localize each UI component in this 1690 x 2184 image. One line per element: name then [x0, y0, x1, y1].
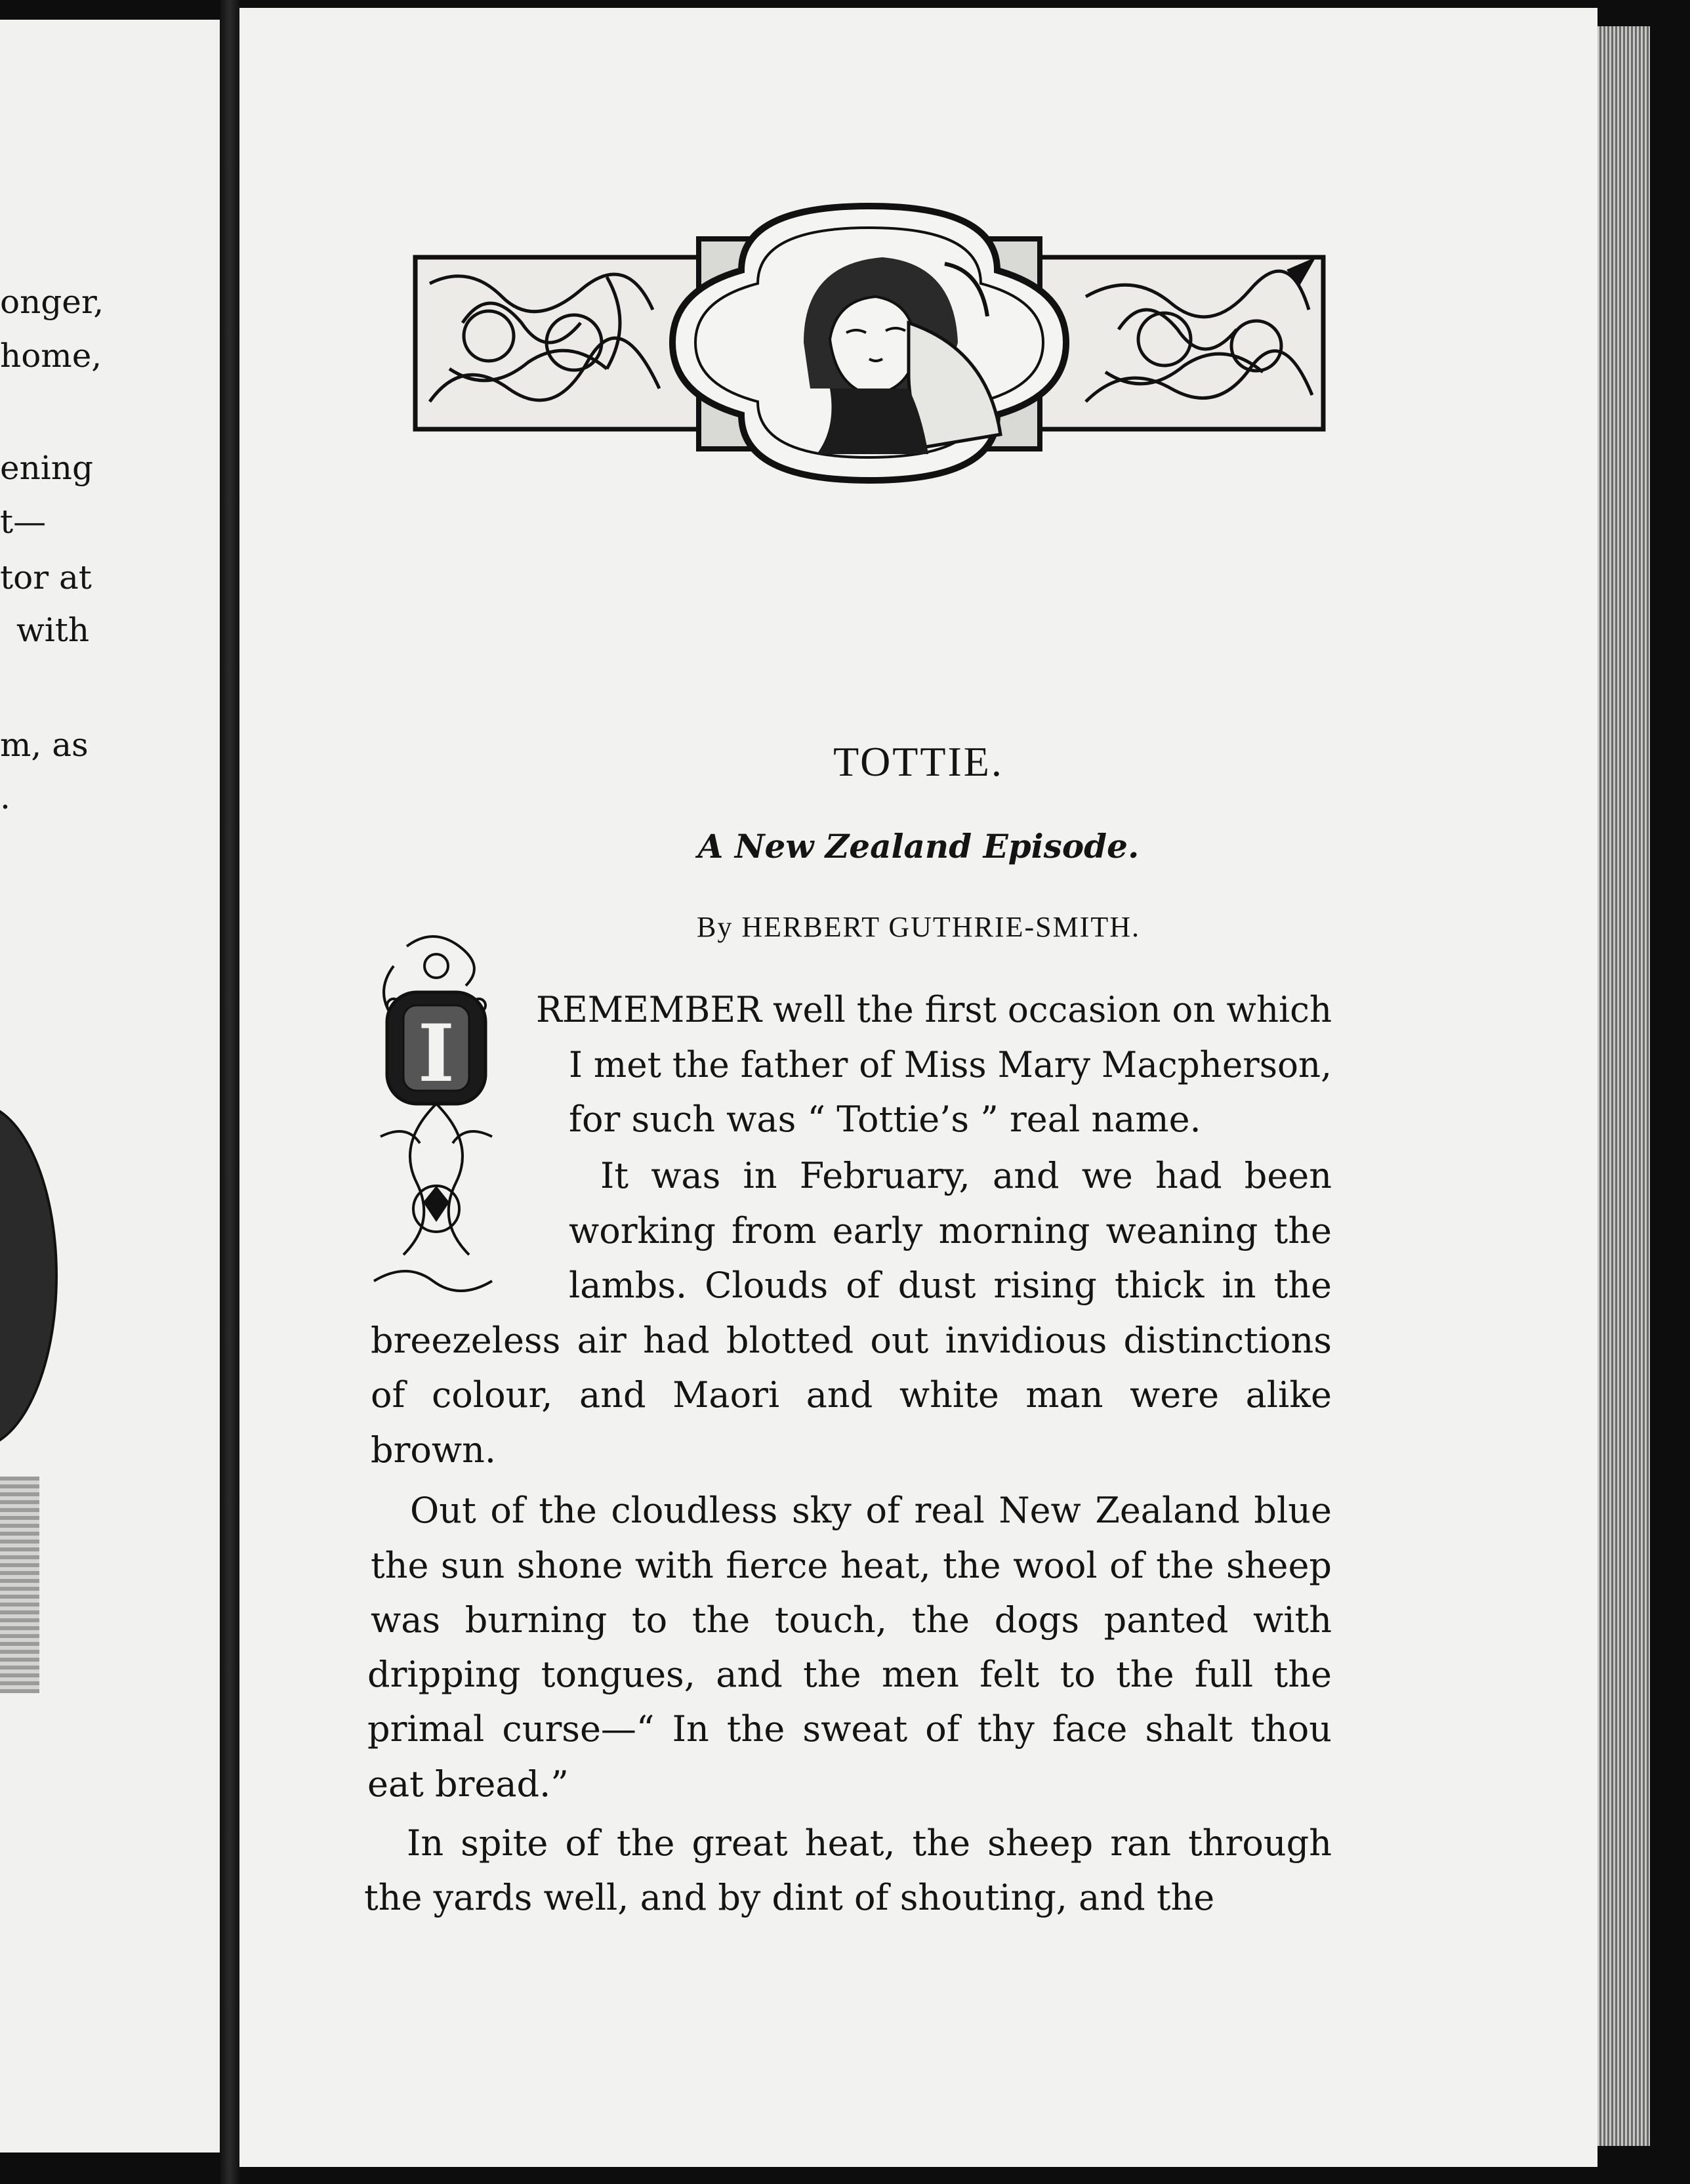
body-line: dripping tongues, and the men felt to the full the: [367, 1654, 1332, 1695]
body-line: was burning to the touch, the dogs panted with: [371, 1599, 1332, 1641]
facing-page: [0, 20, 220, 2152]
facing-text-fragment: home,: [0, 337, 102, 375]
facing-text-fragment: tor at: [0, 558, 92, 597]
page-edges: [1597, 26, 1650, 2146]
facing-text-fragment: m, as: [0, 726, 89, 764]
body-line: the sun shone with fierce heat, the wool of the sheep: [371, 1545, 1332, 1586]
facing-text-fragment: ening: [0, 449, 93, 487]
facing-illustration: [0, 1102, 58, 1449]
body-line: I met the father of Miss Mary Macpherson,: [569, 1044, 1332, 1085]
body-line: primal curse—“ In the sweat of thy face shalt thou: [367, 1708, 1332, 1750]
facing-ink-smudge: [0, 1477, 39, 1693]
body-line: REMEMBER well the first occasion on which: [536, 989, 1332, 1030]
decorated-initial: [367, 927, 505, 1294]
body-line: breezeless air had blotted out invidious distinctions: [371, 1320, 1332, 1361]
body-line: of colour, and Maori and white man were alike: [371, 1374, 1332, 1416]
body-line: working from early morning weaning the: [569, 1210, 1332, 1251]
body-line: the yards well, and by dint of shouting, and the: [364, 1877, 1215, 1918]
facing-text-fragment: .: [0, 778, 10, 816]
drop-cap-letter: I: [417, 1007, 455, 1100]
ornamental-headpiece: [410, 192, 1329, 490]
article-title: TOTTIE.: [833, 738, 1004, 785]
body-line: Out of the cloudless sky of real New Zealand blue: [410, 1490, 1332, 1531]
article-byline: By HERBERT GUTHRIE-SMITH.: [697, 911, 1140, 943]
facing-text-fragment: onger,: [0, 283, 104, 321]
body-line: In spite of the great heat, the sheep ran through: [407, 1822, 1332, 1864]
body-line: lambs. Clouds of dust rising thick in the: [569, 1265, 1332, 1306]
body-line: for such was “ Tottie’s ” real name.: [569, 1099, 1201, 1140]
book-page: [239, 8, 1597, 2167]
body-line: It was in February, and we had been: [600, 1155, 1332, 1196]
book-gutter: [220, 0, 239, 2184]
body-line: brown.: [371, 1429, 497, 1471]
facing-text-fragment: with: [16, 611, 90, 649]
body-line: eat bread.”: [367, 1763, 569, 1805]
article-subtitle: A New Zealand Episode.: [697, 827, 1140, 866]
facing-text-fragment: t—: [0, 503, 47, 541]
